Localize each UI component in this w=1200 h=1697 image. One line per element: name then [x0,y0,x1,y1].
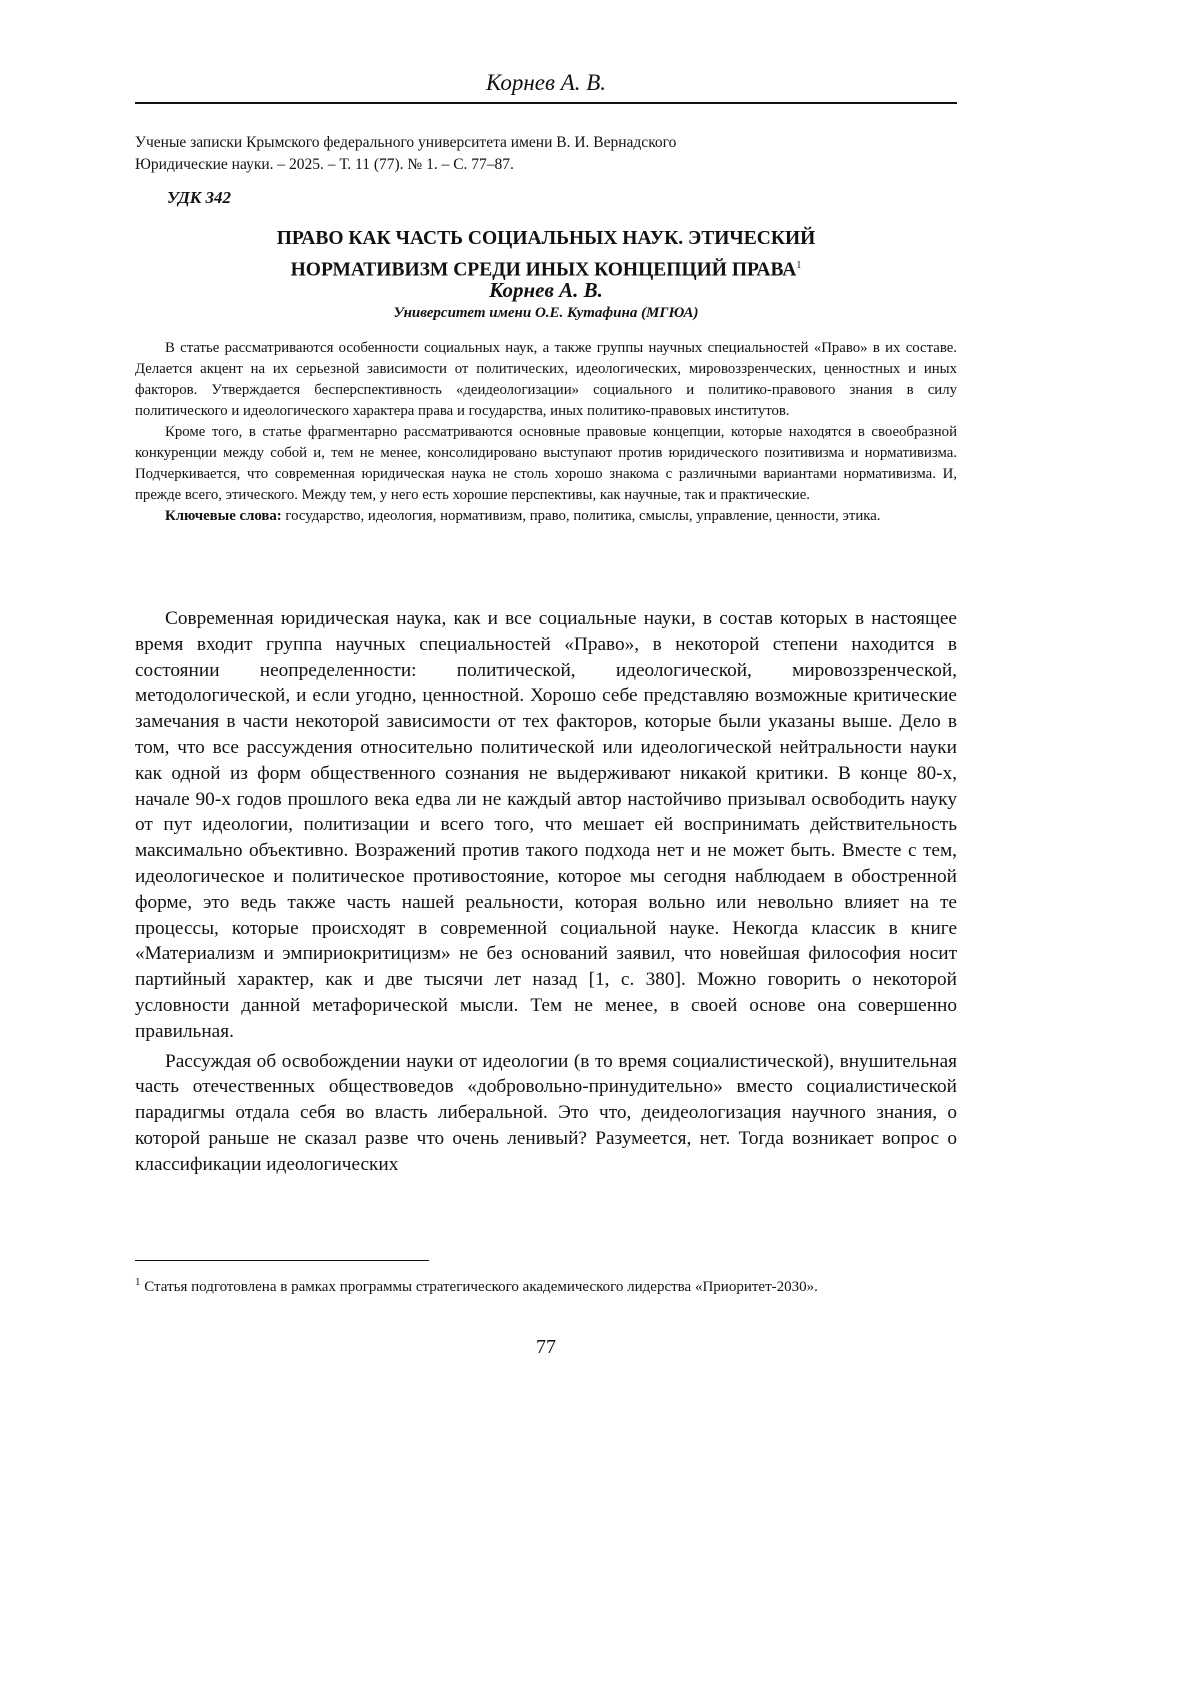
header-rule [135,102,957,104]
abstract [135,338,957,527]
footnote-rule [135,1260,429,1261]
udc-code: УДК 342 [167,188,231,208]
footnote [135,1272,957,1298]
body-text [135,606,957,1182]
title-line-2-text: НОРМАТИВИЗМ СРЕДИ ИНЫХ КОНЦЕПЦИЙ ПРАВА [291,260,797,281]
keywords-list: государство, идеология, нормативизм, право, политика, смыслы, управление, ценности, этика. [282,508,881,524]
abstract-paragraph-1: В статье рассматриваются особенности социальных наук, а также группы научных специальностей «Право» в их составе. Делается акцент на их серьезной зависимости от политических, идеологических, мировоззренческих, ценностных и иных факторов. Утверждается бесперспективность «деидеологизации» социального и политико-правового знания в силу политического и идеологического характера права и государства, иных политико-правовых институтов. [135,338,957,422]
author-name: Корнев А. В. [135,278,957,303]
body-paragraph-2: Рассуждая об освобождении науки от идеологии (в то время социалистической), внушительная часть отечественных обществоведов «добровольно-принудительно» вместо социалистической парадигмы отдала себя во власть либеральной. Это что, деидеологизация научного знания, о которой раньше не сказал разве что очень ленивый? Разумеется, нет. Тогда возникает вопрос о классификации идеологических [135,1049,957,1178]
article-title [135,225,957,284]
keywords [135,506,957,527]
journal-line-2: Юридические науки. – 2025. – Т. 11 (77). № 1. – С. 77–87. [135,154,957,176]
title-footnote-mark[interactable]: 1 [796,260,801,271]
title-line-1: ПРАВО КАК ЧАСТЬ СОЦИАЛЬНЫХ НАУК. ЭТИЧЕСКИЙ [135,225,957,252]
body-paragraph-1: Современная юридическая наука, как и все социальные науки, в состав которых в настоящее время входит группа научных специальностей «Право», в некоторой степени находится в состоянии неопределенности: политической, идеологической, мировоззренческой, методологической, и если угодно, ценностной. Хорошо себе представляю возможные критические замечания в части некоторой зависимости от тех факторов, которые были указаны выше. Дело в том, что все рассуждения относительно политической или идеологической нейтральности науки как одной из форм общественного сознания не выдерживают никакой критики. В конце 80-х, начале 90-х годов прошлого века едва ли не каждый автор настойчиво призывал освободить науку от пут идеологии, политизации и всего того, что мешает ей воспринимать действительность максимально объективно. Возражений против такого подхода нет и не может быть. Вместе с тем, идеологическое и политическое противостояние, которое мы сегодня наблюдаем в обостренной форме, это ведь также часть нашей реальности, которая вольно или невольно влияет на те процессы, которые происходят в современной социальной науке. Некогда классик в книге «Материализм и эмпириокритицизм» не без оснований заявил, что новейшая философия носит партийный характер, как и две тысячи лет назад [1, с. 380]. Можно говорить о некоторой условности данной метафорической мысли. Тем не менее, в своей основе она совершенно правильная. [135,606,957,1045]
footnote-mark: 1 [135,1276,141,1288]
affiliation: Университет имени О.Е. Кутафина (МГЮА) [135,305,957,322]
keywords-label: Ключевые слова: [165,508,282,524]
abstract-paragraph-2: Кроме того, в статье фрагментарно рассматриваются основные правовые концепции, которые находятся в своеобразной конкуренции между собой и, тем не менее, консолидировано выступают против юридического позитивизма и нормативизма. Подчеркивается, что современная юридическая наука не столь хорошо знакома с различными вариантами нормативизма. И, прежде всего, этического. Между тем, у него есть хорошие перспективы, как научные, так и практические. [135,422,957,506]
journal-line-1: Ученые записки Крымского федерального университета имени В. И. Вернадского [135,132,957,154]
running-head: Корнев А. В. [135,70,957,96]
footnote-text: Статья подготовлена в рамках программы стратегического академического лидерства «Приоритет-2030». [141,1279,818,1295]
page-number: 77 [135,1336,957,1359]
journal-citation [135,132,957,176]
